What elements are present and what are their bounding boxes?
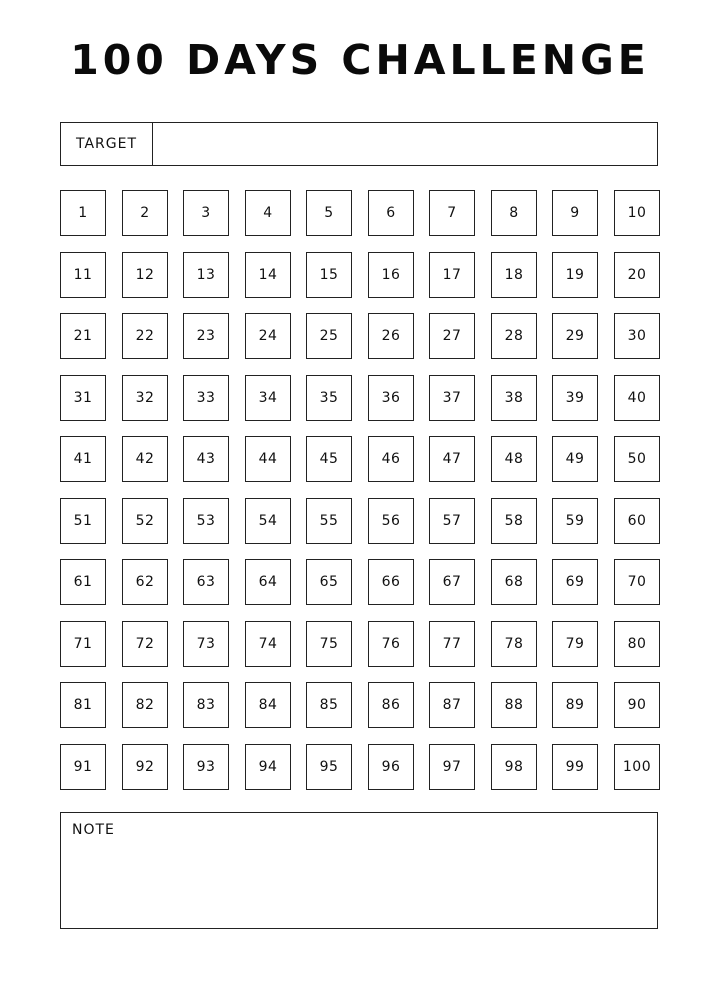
day-cell[interactable]: 11: [60, 252, 106, 298]
day-cell[interactable]: 68: [491, 559, 537, 605]
day-cell[interactable]: 98: [491, 744, 537, 790]
day-cell[interactable]: 34: [245, 375, 291, 421]
day-cell[interactable]: 77: [429, 621, 475, 667]
day-cell[interactable]: 81: [60, 682, 106, 728]
day-cell[interactable]: 74: [245, 621, 291, 667]
day-cell[interactable]: 1: [60, 190, 106, 236]
day-cell[interactable]: 85: [306, 682, 352, 728]
day-cell[interactable]: 97: [429, 744, 475, 790]
day-cell[interactable]: 45: [306, 436, 352, 482]
day-cell[interactable]: 24: [245, 313, 291, 359]
day-cell[interactable]: 14: [245, 252, 291, 298]
day-cell[interactable]: 22: [122, 313, 168, 359]
day-cell[interactable]: 50: [614, 436, 660, 482]
day-cell[interactable]: 20: [614, 252, 660, 298]
day-cell[interactable]: 53: [183, 498, 229, 544]
day-cell[interactable]: 99: [552, 744, 598, 790]
day-cell[interactable]: 41: [60, 436, 106, 482]
day-cell[interactable]: 31: [60, 375, 106, 421]
day-cell[interactable]: 91: [60, 744, 106, 790]
day-cell[interactable]: 71: [60, 621, 106, 667]
day-cell[interactable]: 92: [122, 744, 168, 790]
day-cell[interactable]: 58: [491, 498, 537, 544]
day-cell[interactable]: 66: [368, 559, 414, 605]
day-cell[interactable]: 95: [306, 744, 352, 790]
day-cell[interactable]: 63: [183, 559, 229, 605]
day-cell[interactable]: 9: [552, 190, 598, 236]
day-cell[interactable]: 54: [245, 498, 291, 544]
day-cell[interactable]: 2: [122, 190, 168, 236]
day-cell[interactable]: 25: [306, 313, 352, 359]
day-cell[interactable]: 84: [245, 682, 291, 728]
day-cell[interactable]: 83: [183, 682, 229, 728]
day-cell[interactable]: 80: [614, 621, 660, 667]
day-cell[interactable]: 90: [614, 682, 660, 728]
day-cell[interactable]: 13: [183, 252, 229, 298]
day-cell[interactable]: 62: [122, 559, 168, 605]
day-cell[interactable]: 38: [491, 375, 537, 421]
day-cell[interactable]: 96: [368, 744, 414, 790]
day-cell[interactable]: 87: [429, 682, 475, 728]
day-cell[interactable]: 67: [429, 559, 475, 605]
day-cell[interactable]: 6: [368, 190, 414, 236]
day-cell[interactable]: 17: [429, 252, 475, 298]
day-cell[interactable]: 59: [552, 498, 598, 544]
day-cell[interactable]: 79: [552, 621, 598, 667]
day-cell[interactable]: 18: [491, 252, 537, 298]
day-cell[interactable]: 16: [368, 252, 414, 298]
day-cell[interactable]: 8: [491, 190, 537, 236]
day-cell[interactable]: 15: [306, 252, 352, 298]
day-cell[interactable]: 40: [614, 375, 660, 421]
target-field[interactable]: [153, 123, 657, 165]
day-cell[interactable]: 52: [122, 498, 168, 544]
day-cell[interactable]: 27: [429, 313, 475, 359]
day-cell[interactable]: 60: [614, 498, 660, 544]
target-box: [60, 122, 658, 166]
day-cell[interactable]: 4: [245, 190, 291, 236]
note-box[interactable]: [60, 812, 658, 929]
day-cell[interactable]: 49: [552, 436, 598, 482]
day-cell[interactable]: 100: [614, 744, 660, 790]
day-cell[interactable]: 32: [122, 375, 168, 421]
day-cell[interactable]: 93: [183, 744, 229, 790]
day-cell[interactable]: 57: [429, 498, 475, 544]
day-cell[interactable]: 3: [183, 190, 229, 236]
day-cell[interactable]: 28: [491, 313, 537, 359]
day-grid: [60, 190, 660, 790]
day-cell[interactable]: 42: [122, 436, 168, 482]
day-cell[interactable]: 65: [306, 559, 352, 605]
day-cell[interactable]: 47: [429, 436, 475, 482]
day-cell[interactable]: 73: [183, 621, 229, 667]
day-cell[interactable]: 56: [368, 498, 414, 544]
day-cell[interactable]: 64: [245, 559, 291, 605]
day-cell[interactable]: 7: [429, 190, 475, 236]
day-cell[interactable]: 51: [60, 498, 106, 544]
day-cell[interactable]: 72: [122, 621, 168, 667]
day-cell[interactable]: 43: [183, 436, 229, 482]
day-cell[interactable]: 75: [306, 621, 352, 667]
day-cell[interactable]: 61: [60, 559, 106, 605]
day-cell[interactable]: 5: [306, 190, 352, 236]
day-cell[interactable]: 82: [122, 682, 168, 728]
page-title: 100 DAYS CHALLENGE: [70, 36, 650, 84]
day-cell[interactable]: 30: [614, 313, 660, 359]
day-cell[interactable]: 76: [368, 621, 414, 667]
day-cell[interactable]: 37: [429, 375, 475, 421]
day-cell[interactable]: 35: [306, 375, 352, 421]
day-cell[interactable]: 48: [491, 436, 537, 482]
day-cell[interactable]: 33: [183, 375, 229, 421]
day-cell[interactable]: 12: [122, 252, 168, 298]
day-cell[interactable]: 26: [368, 313, 414, 359]
day-cell[interactable]: 78: [491, 621, 537, 667]
day-cell[interactable]: 69: [552, 559, 598, 605]
day-cell[interactable]: 86: [368, 682, 414, 728]
day-cell[interactable]: 19: [552, 252, 598, 298]
day-cell[interactable]: 46: [368, 436, 414, 482]
target-label: TARGET: [61, 123, 153, 165]
day-cell[interactable]: 29: [552, 313, 598, 359]
day-cell[interactable]: 39: [552, 375, 598, 421]
day-cell[interactable]: 44: [245, 436, 291, 482]
day-cell[interactable]: 55: [306, 498, 352, 544]
day-cell[interactable]: 10: [614, 190, 660, 236]
day-cell[interactable]: 23: [183, 313, 229, 359]
day-cell[interactable]: 89: [552, 682, 598, 728]
day-cell[interactable]: 36: [368, 375, 414, 421]
day-cell[interactable]: 88: [491, 682, 537, 728]
day-cell[interactable]: 21: [60, 313, 106, 359]
day-cell[interactable]: 70: [614, 559, 660, 605]
day-cell[interactable]: 94: [245, 744, 291, 790]
note-label: NOTE: [72, 822, 115, 838]
